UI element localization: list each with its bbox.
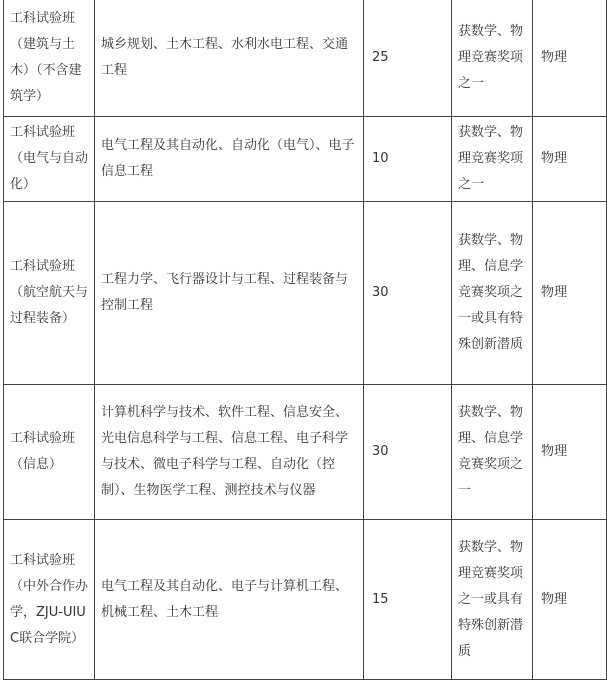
quota-cell: 10 bbox=[364, 117, 452, 202]
table-row bbox=[4, 0, 607, 117]
quota-cell: 30 bbox=[364, 385, 452, 520]
requirement-cell: 获数学、物理、信息学竞赛奖项之一或具有特殊创新潜质 bbox=[452, 202, 533, 385]
quota-cell: 15 bbox=[364, 520, 452, 680]
majors-cell: 城乡规划、土木工程、水利水电工程、交通工程 bbox=[95, 0, 364, 117]
majors-cell: 工程力学、飞行器设计与工程、过程装备与控制工程 bbox=[95, 202, 364, 385]
majors-cell: 电气工程及其自动化、自动化（电气）、电子信息工程 bbox=[95, 117, 364, 202]
subject-cell: 物理 bbox=[533, 520, 607, 680]
requirement-cell: 获数学、物理竞赛奖项之一或具有特殊创新潜质 bbox=[452, 520, 533, 680]
subject-cell: 物理 bbox=[533, 202, 607, 385]
table-row bbox=[4, 202, 607, 385]
class-name-cell: 工科试验班（电气与自动化） bbox=[4, 117, 95, 202]
subject-cell: 物理 bbox=[533, 385, 607, 520]
table-row bbox=[4, 117, 607, 202]
class-name-cell: 工科试验班（信息） bbox=[4, 385, 95, 520]
quota-cell: 30 bbox=[364, 202, 452, 385]
subject-cell: 物理 bbox=[533, 0, 607, 117]
class-name-cell: 工科试验班（建筑与土木）（不含建筑学） bbox=[4, 0, 95, 117]
table-row bbox=[4, 520, 607, 680]
class-name-cell: 工科试验班（中外合作办学，ZJU-UIUC联合学院） bbox=[4, 520, 95, 680]
requirement-cell: 获数学、物理竞赛奖项之一 bbox=[452, 0, 533, 117]
majors-cell: 电气工程及其自动化、电子与计算机工程、机械工程、土木工程 bbox=[95, 520, 364, 680]
table-row bbox=[4, 385, 607, 520]
subject-cell: 物理 bbox=[533, 117, 607, 202]
admissions-table bbox=[3, 0, 607, 680]
class-name-cell: 工科试验班（航空航天与过程装备） bbox=[4, 202, 95, 385]
requirement-cell: 获数学、物理竞赛奖项之一 bbox=[452, 117, 533, 202]
requirement-cell: 获数学、物理、信息学竞赛奖项之一 bbox=[452, 385, 533, 520]
majors-cell: 计算机科学与技术、软件工程、信息安全、光电信息科学与工程、信息工程、电子科学与技术、微电子科学与工程、自动化（控制）、生物医学工程、测控技术与仪器 bbox=[95, 385, 364, 520]
quota-cell: 25 bbox=[364, 0, 452, 117]
